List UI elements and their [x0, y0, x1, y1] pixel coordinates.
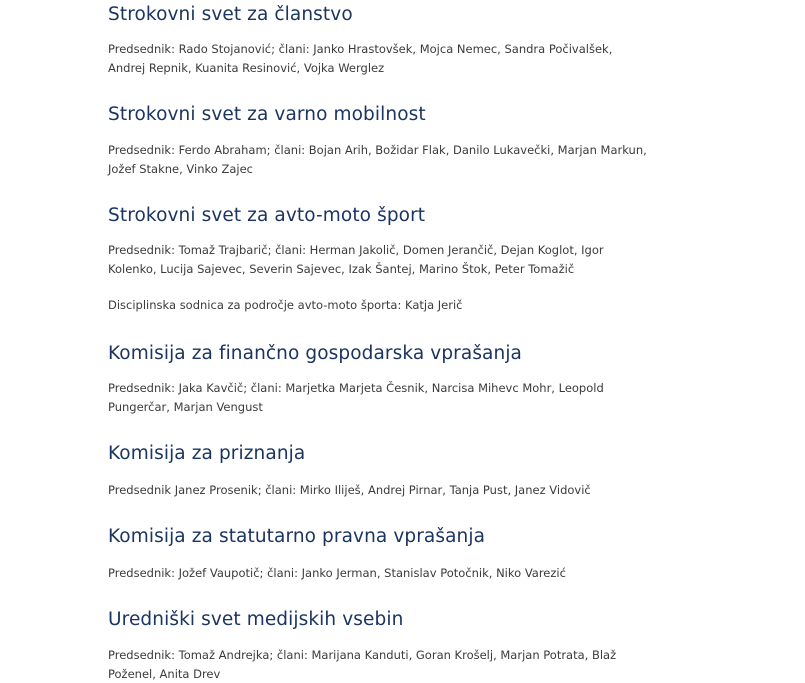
section-title: Komisija za statutarno pravna vprašanja [108, 526, 486, 547]
section-title: Uredniški svet medijskih vsebin [108, 609, 404, 630]
section-members: Predsednik: Jaka Kavčič; člani: Marjetka Marjeta Česnik, Narcisa Mihevc Mohr, Leopold Pungerčar, Marjan Vengust [108, 381, 604, 414]
section-members: Predsednik Janez Prosenik; člani: Mirko Iliješ, Andrej Pirnar, Tanja Pust, Janez Vidovič [108, 483, 591, 497]
section-title: Strokovni svet za članstvo [108, 4, 353, 25]
section-title: Komisija za priznanja [108, 443, 306, 464]
section-title: Strokovni svet za varno mobilnost [108, 104, 426, 125]
section-members: Predsednik: Rado Stojanović; člani: Janko Hrastovšek, Mojca Nemec, Sandra Počivalšek, Andrej Repnik, Kuanita Resinović, Vojka Werglez [108, 42, 613, 75]
section-members: Predsednik: Tomaž Trajbarič; člani: Herman Jakolič, Domen Jerančič, Dejan Koglot, Igor Kolenko, Lucija Sajevec, Severin Sajevec, Izak Šantej, Marino Štok, Peter Tomažič [108, 243, 604, 276]
section-note: Disciplinska sodnica za področje avto-moto športa: Katja Jerič [108, 298, 463, 312]
section-members: Predsednik: Tomaž Andrejka; člani: Marijana Kanduti, Goran Krošelj, Marjan Potrata, Blaž Poženel, Anita Drev [108, 648, 617, 681]
section-members: Predsednik: Ferdo Abraham; člani: Bojan Arih, Božidar Flak, Danilo Lukavečki, Marjan Markun, Jožef Stakne, Vinko Zajec [108, 143, 647, 176]
section-members: Predsednik: Jožef Vaupotič; člani: Janko Jerman, Stanislav Potočnik, Niko Varezić [108, 566, 566, 580]
section-title: Strokovni svet za avto-moto šport [108, 205, 426, 226]
section-title: Komisija za finančno gospodarska vprašanja [108, 343, 522, 364]
